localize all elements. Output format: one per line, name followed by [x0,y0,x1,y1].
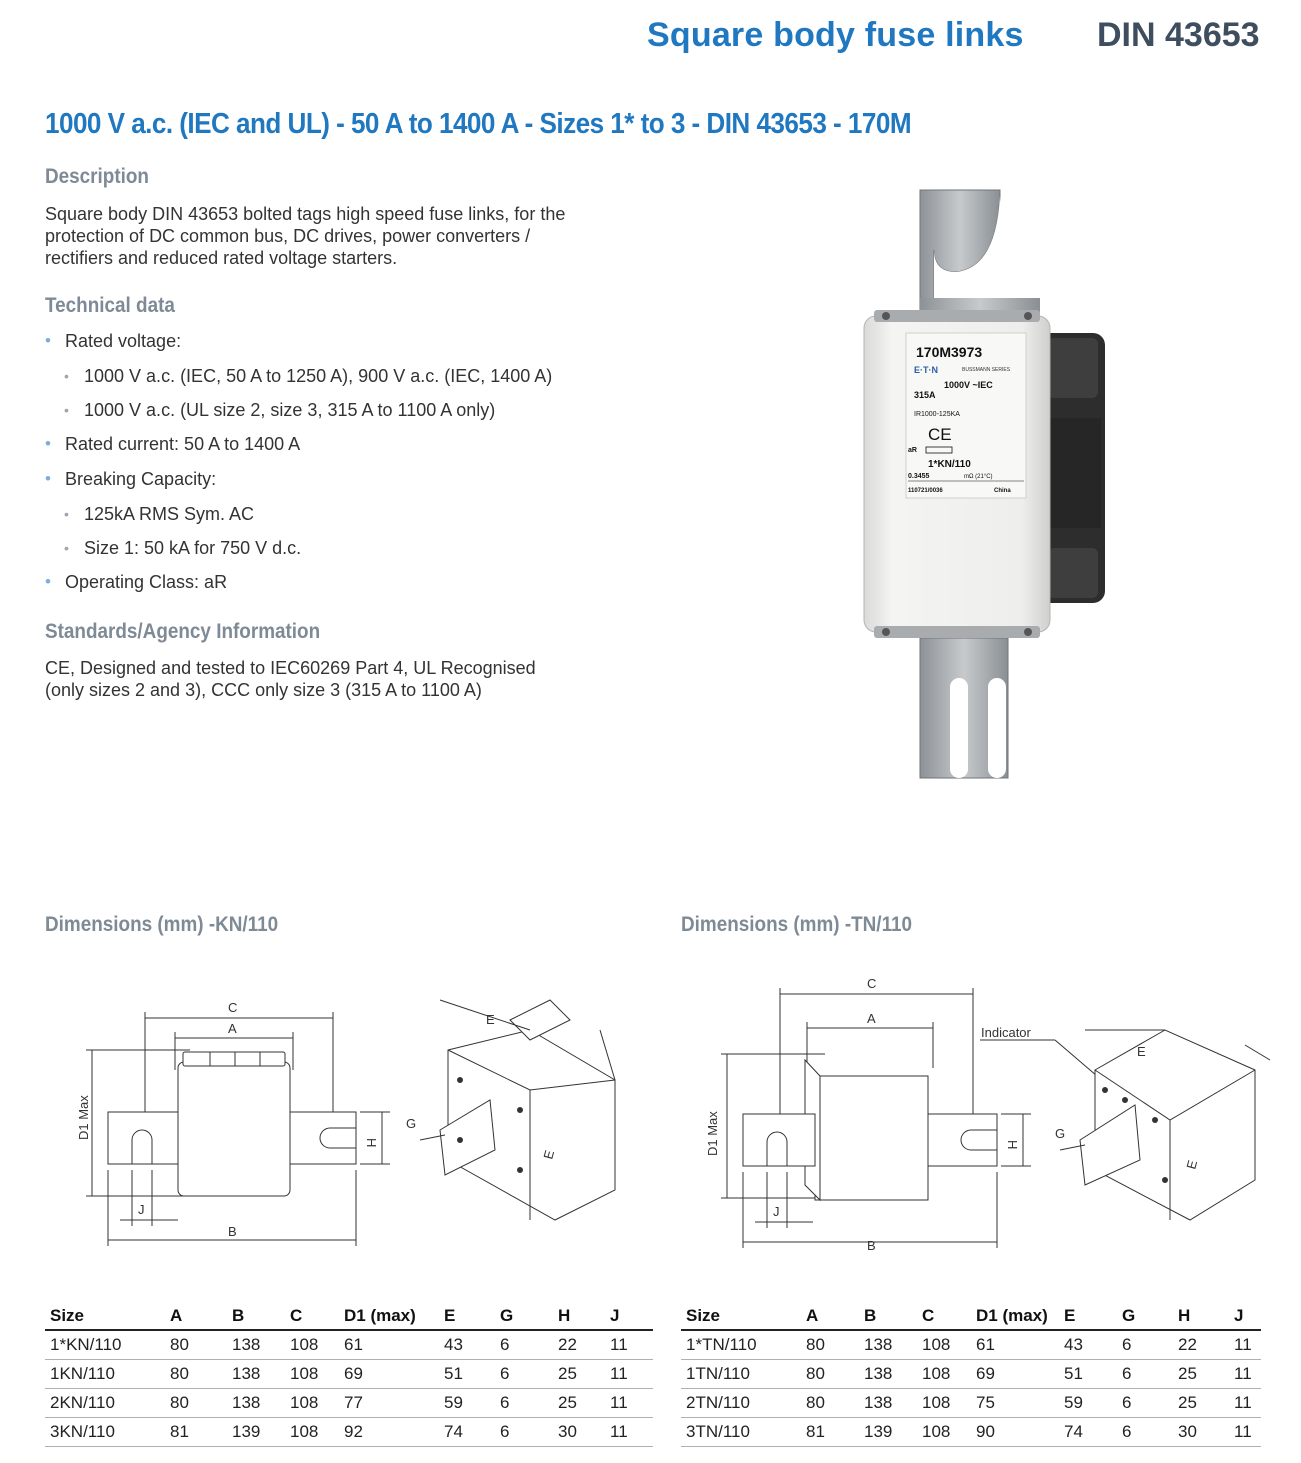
photo-label-size: 1*KN/110 [928,459,971,470]
kn-label-b: B [228,1224,237,1239]
description-text [45,203,665,269]
column-header: D1 (max) [339,1303,439,1330]
table-cell: 3KN/110 [45,1417,165,1446]
table-row [45,1359,653,1388]
table-cell: 74 [1059,1417,1117,1446]
tn-dimensions-heading: Dimensions (mm) -TN/110 [681,913,913,936]
table-cell: 6 [495,1330,553,1359]
table-cell: 80 [165,1359,227,1388]
tn-label-c: C [867,976,877,991]
table-cell: 61 [971,1330,1059,1359]
tn-label-g: G [1055,1126,1066,1141]
list-item: • 1000 V a.c. (IEC, 50 A to 1250 A), 900 V a.c. (IEC, 1400 A) [45,363,665,397]
tn-label-a: A [867,1011,876,1026]
table-cell: 6 [1117,1359,1173,1388]
table-cell: 11 [1229,1417,1261,1446]
tn-label-e: E [1137,1044,1146,1059]
kn-label-c: C [228,1000,238,1015]
table-cell: 139 [859,1417,917,1446]
list-item: • Size 1: 50 kA for 750 V d.c. [45,535,665,569]
photo-label-lot: 110721/0036 [908,488,943,494]
table-cell: 11 [605,1330,653,1359]
table-cell: 1*KN/110 [45,1330,165,1359]
table-cell: 69 [339,1359,439,1388]
table-cell: 43 [1059,1330,1117,1359]
kn-label-e: E [486,1012,495,1027]
page-header-code: DIN 43653 [1097,16,1260,54]
table-cell: 108 [285,1388,339,1417]
table-cell: 81 [801,1417,859,1446]
table-cell: 11 [1229,1388,1261,1417]
table-cell: 81 [165,1417,227,1446]
table-row [681,1388,1261,1417]
table-cell: 22 [553,1330,605,1359]
column-header: Size [681,1303,801,1330]
column-header: D1 (max) [971,1303,1059,1330]
table-cell: 25 [553,1359,605,1388]
tn-dimension-drawing [695,970,1275,1260]
column-header: G [1117,1303,1173,1330]
kn-label-j: J [138,1202,145,1217]
table-cell: 92 [339,1417,439,1446]
table-cell: 138 [859,1388,917,1417]
table-cell: 11 [605,1359,653,1388]
column-header: H [1173,1303,1229,1330]
table-cell: 138 [227,1330,285,1359]
table-cell: 108 [285,1330,339,1359]
table-cell: 138 [859,1330,917,1359]
table-cell: 138 [227,1359,285,1388]
table-cell: 25 [553,1388,605,1417]
tn-label-b: B [867,1238,876,1253]
page-header-title: Square body fuse links [647,16,1024,54]
technical-data-list [45,328,665,604]
table-cell: 61 [339,1330,439,1359]
table-cell: 11 [1229,1330,1261,1359]
column-header: B [859,1303,917,1330]
table-cell: 30 [553,1417,605,1446]
column-header: E [439,1303,495,1330]
kn-label-e-side: E [540,1148,558,1161]
photo-label-part: 170M3973 [916,344,983,360]
list-item: • Rated voltage: [45,328,665,363]
table-cell: 80 [165,1388,227,1417]
photo-label-unit: mΩ (21°C) [964,474,993,480]
column-header: J [1229,1303,1261,1330]
table-cell: 74 [439,1417,495,1446]
tn-label-h: H [1005,1140,1020,1150]
list-item: • Operating Class: aR [45,569,665,604]
photo-label-voltage: 1000V ~IEC [944,380,993,390]
table-cell: 1*TN/110 [681,1330,801,1359]
table-cell: 80 [801,1388,859,1417]
kn-label-h: H [364,1138,379,1148]
tn-label-indicator: Indicator [981,1025,1031,1040]
standards-heading: Standards/Agency Information [45,620,321,643]
table-row [681,1359,1261,1388]
table-cell: 75 [971,1388,1059,1417]
description-line: rectifiers and reduced rated voltage starters. [45,248,398,268]
photo-label-series: BUSSMANN SERIES [962,367,1011,373]
list-item: • Breaking Capacity: [45,466,665,501]
list-item: • Rated current: 50 A to 1400 A [45,431,665,466]
description-line: Square body DIN 43653 bolted tags high speed fuse links, for the [45,204,566,224]
table-cell: 108 [917,1359,971,1388]
table-cell: 6 [1117,1330,1173,1359]
table-cell: 80 [801,1359,859,1388]
tn-dimensions-table [681,1303,1261,1447]
table-cell: 77 [339,1388,439,1417]
kn-label-a: A [228,1021,237,1036]
table-cell: 139 [227,1417,285,1446]
table-cell: 51 [1059,1359,1117,1388]
table-cell: 30 [1173,1417,1229,1446]
photo-label-current: 315A [914,390,936,400]
column-header: E [1059,1303,1117,1330]
table-cell: 59 [1059,1388,1117,1417]
column-header: C [917,1303,971,1330]
table-cell: 6 [495,1359,553,1388]
table-cell: 108 [285,1417,339,1446]
photo-label-rating: IR1000-125KA [914,411,960,418]
table-cell: 6 [495,1388,553,1417]
table-row [45,1417,653,1446]
photo-label-resistance: 0.3455 [908,473,930,480]
table-row [45,1330,653,1359]
table-cell: 11 [1229,1359,1261,1388]
table-cell: 69 [971,1359,1059,1388]
tn-label-j: J [773,1204,780,1219]
column-header: A [801,1303,859,1330]
description-heading: Description [45,165,149,188]
table-row [45,1388,653,1417]
table-cell: 25 [1173,1359,1229,1388]
table-row [681,1330,1261,1359]
table-cell: 108 [917,1388,971,1417]
column-header: J [605,1303,653,1330]
tn-label-e-side: E [1183,1158,1201,1171]
column-header: A [165,1303,227,1330]
column-header: B [227,1303,285,1330]
table-row [681,1417,1261,1446]
standards-line: CE, Designed and tested to IEC60269 Part 4, UL Recognised [45,658,536,678]
table-header-row [681,1303,1261,1330]
table-cell: 6 [1117,1417,1173,1446]
table-cell: 80 [165,1330,227,1359]
kn-label-d1: D1 Max [76,1095,91,1140]
photo-label-ce-mark: CE [928,425,952,444]
photo-label-origin: China [994,488,1011,494]
table-cell: 108 [285,1359,339,1388]
table-cell: 1TN/110 [681,1359,801,1388]
table-cell: 25 [1173,1388,1229,1417]
table-cell: 138 [227,1388,285,1417]
table-cell: 108 [917,1330,971,1359]
table-cell: 11 [605,1388,653,1417]
kn-dimensions-heading: Dimensions (mm) -KN/110 [45,913,279,936]
column-header: G [495,1303,553,1330]
standards-line: (only sizes 2 and 3), CCC only size 3 (315 A to 1100 A) [45,680,482,700]
column-header: Size [45,1303,165,1330]
column-header: C [285,1303,339,1330]
table-cell: 6 [1117,1388,1173,1417]
kn-dimension-drawing [60,990,620,1250]
table-cell: 43 [439,1330,495,1359]
table-cell: 108 [917,1417,971,1446]
list-item: • 125kA RMS Sym. AC [45,501,665,535]
table-cell: 51 [439,1359,495,1388]
fuse-product-photo [838,168,1128,798]
table-cell: 1KN/110 [45,1359,165,1388]
table-cell: 6 [495,1417,553,1446]
kn-dimensions-table [45,1303,653,1447]
table-cell: 138 [859,1359,917,1388]
tn-label-d1: D1 Max [705,1111,720,1156]
photo-label-brand: E·T·N [914,365,938,375]
table-cell: 90 [971,1417,1059,1446]
table-cell: 22 [1173,1330,1229,1359]
table-header-row [45,1303,653,1330]
table-cell: 11 [605,1417,653,1446]
table-cell: 3TN/110 [681,1417,801,1446]
table-cell: 2KN/110 [45,1388,165,1417]
photo-label-ar: aR [908,447,917,454]
table-cell: 80 [801,1330,859,1359]
table-cell: 2TN/110 [681,1388,801,1417]
standards-text [45,657,665,701]
technical-data-heading: Technical data [45,294,175,317]
list-item: • 1000 V a.c. (UL size 2, size 3, 315 A to 1100 A only) [45,397,665,431]
column-header: H [553,1303,605,1330]
kn-label-g: G [406,1116,417,1131]
description-line: protection of DC common bus, DC drives, power converters / [45,226,531,246]
table-cell: 59 [439,1388,495,1417]
product-title: 1000 V a.c. (IEC and UL) - 50 A to 1400 A - Sizes 1* to 3 - DIN 43653 - 170M [45,108,912,140]
